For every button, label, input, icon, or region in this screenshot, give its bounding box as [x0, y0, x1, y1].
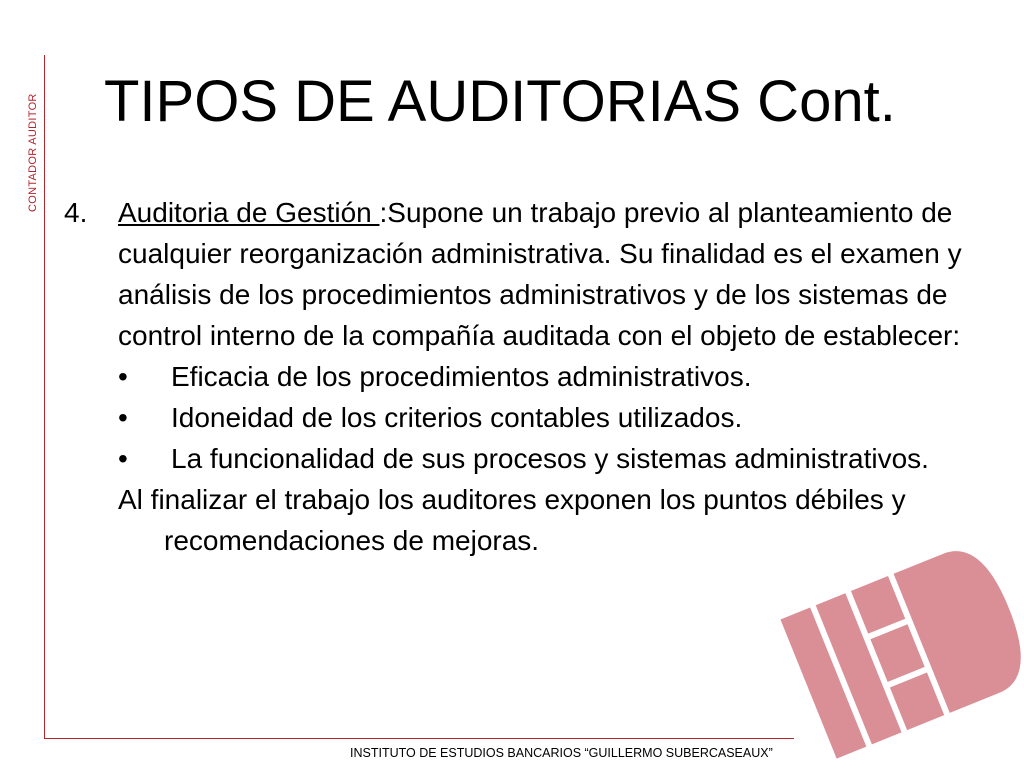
- side-label: CONTADOR AUDITOR: [27, 93, 39, 212]
- bullet-marker: •: [118, 402, 128, 433]
- bullet-text: Eficacia de los procedimientos administrativos.: [171, 361, 752, 392]
- bullet-marker: •: [118, 361, 128, 392]
- page-title: TIPOS DE AUDITORIAS Cont.: [104, 69, 896, 134]
- bullet-text: La funcionalidad de sus procesos y sistemas administrativos.: [171, 443, 929, 474]
- vertical-rule: [44, 55, 45, 738]
- bullet-item: [64, 356, 994, 397]
- closing-paragraph: Al finalizar el trabajo los auditores exponen los puntos débiles y recomendaciones de mejoras.: [118, 484, 906, 556]
- item-number: 4.: [64, 197, 88, 228]
- footer-institution: INSTITUTO DE ESTUDIOS BANCARIOS “GUILLERMO SUBERCASEAUX”: [350, 746, 773, 760]
- item-text: :Supone un trabajo previo al planteamiento de cualquier reorganización administrativa. Su finalidad es el examen y análisis de los procedimientos administrativos y de los sistemas de control interno de la compañía auditada con el objeto de establecer:: [118, 197, 962, 351]
- bullet-item: [64, 397, 994, 438]
- item-heading: Auditoria de Gestión: [118, 197, 380, 228]
- bullet-marker: •: [118, 443, 128, 474]
- slide-content: [64, 192, 994, 561]
- bullet-text: Idoneidad de los criterios contables utilizados.: [171, 402, 743, 433]
- horizontal-rule: [44, 738, 794, 739]
- list-item-4: [64, 192, 994, 356]
- institute-logo-icon: [770, 530, 1024, 768]
- bullet-item: [64, 438, 994, 479]
